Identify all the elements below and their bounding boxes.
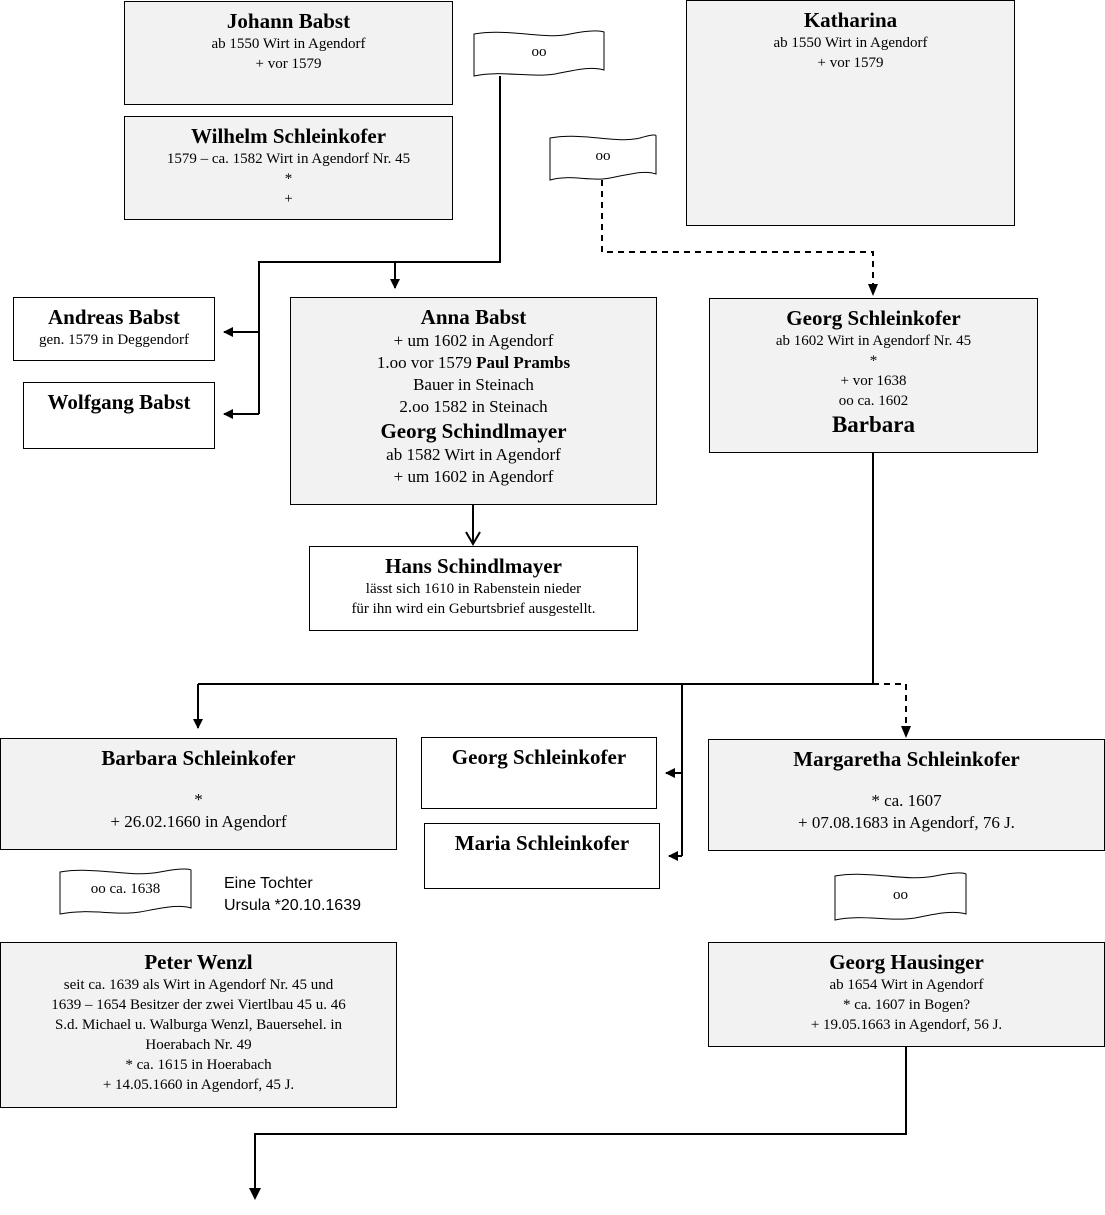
person-detail: + 19.05.1663 in Agendorf, 56 J. (810, 1017, 1003, 1033)
person-detail: * ca. 1607 (871, 791, 942, 810)
person-detail: * ca. 1615 in Hoerabach (125, 1057, 272, 1073)
person-name: Maria Schleinkofer (454, 831, 630, 855)
person-detail: + um 1602 in Agendorf (393, 467, 554, 486)
person-detail: ab 1602 Wirt in Agendorf Nr. 45 (775, 333, 972, 349)
daughter-note (224, 873, 361, 917)
person-detail: * ca. 1607 in Bogen? (842, 997, 971, 1013)
marriage-label-3: oo ca. 1638 (90, 881, 161, 897)
person-name: Andreas Babst (47, 305, 181, 329)
person-detail: gen. 1579 in Deggendorf (39, 332, 189, 348)
person-name: Katharina (803, 8, 898, 32)
person-peter-wenzl (0, 942, 397, 1108)
person-detail: * (869, 353, 878, 369)
person-detail: + um 1602 in Agendorf (393, 331, 554, 350)
person-detail: + 07.08.1683 in Agendorf, 76 J. (798, 813, 1015, 832)
person-katharina (686, 0, 1015, 226)
anna-to-hans-connector (466, 504, 480, 544)
person-detail: ab 1582 Wirt in Agendorf (386, 445, 561, 464)
person-detail: + 14.05.1660 in Agendorf, 45 J. (102, 1077, 295, 1093)
person-georg-schleinkofer-child (421, 737, 657, 809)
person-detail: + 26.02.1660 in Agendorf (110, 812, 287, 831)
person-name: Georg Hausinger (829, 950, 984, 974)
person-maria-schleinkofer (424, 823, 660, 889)
marriage-label-2: oo (595, 148, 611, 164)
person-name: Wilhelm Schleinkofer (190, 124, 387, 148)
note-line: Ursula *20.10.1639 (224, 897, 361, 914)
person-detail: lässt sich 1610 in Rabenstein nieder (365, 581, 582, 597)
spouse-name: Georg Schindlmayer (380, 419, 567, 443)
person-name: Wolfgang Babst (47, 390, 191, 414)
person-barbara-schleinkofer (0, 738, 397, 850)
note-line: Eine Tochter (224, 875, 313, 892)
person-georg-hausinger (708, 942, 1105, 1047)
person-detail: Hoerabach Nr. 49 (145, 1037, 252, 1053)
person-detail: seit ca. 1639 als Wirt in Agendorf Nr. 45 und (63, 977, 334, 993)
person-detail: + vor 1638 (840, 373, 907, 389)
person-name: Hans Schindlmayer (385, 554, 562, 578)
person-detail (291, 352, 656, 374)
person-detail: für ihn wird ein Geburtsbrief ausgestellt. (351, 601, 596, 617)
person-name: Barbara Schleinkofer (101, 746, 296, 770)
person-name: Georg Schleinkofer (786, 306, 961, 330)
person-detail: * (284, 171, 293, 187)
person-wilhelm-schleinkofer (124, 116, 453, 220)
person-detail: * (194, 790, 203, 809)
spouse-name: Barbara (831, 412, 916, 437)
person-detail: ab 1654 Wirt in Agendorf (829, 977, 984, 993)
person-detail: 1579 – ca. 1582 Wirt in Agendorf Nr. 45 (166, 151, 411, 167)
marriage-prefix: 1.oo vor 1579 (376, 353, 477, 372)
person-johann-babst (124, 1, 453, 105)
person-detail: + vor 1579 (817, 55, 884, 71)
person-detail: 1639 – 1654 Besitzer der zwei Viertlbau 45 u. 46 (51, 997, 346, 1013)
margaretha-dashed-connector (873, 684, 906, 726)
person-detail: + vor 1579 (255, 56, 322, 72)
person-hans-schindlmayer (309, 546, 638, 631)
person-detail: 2.oo 1582 in Steinach (399, 397, 548, 416)
person-detail: + (284, 191, 293, 207)
person-georg-schleinkofer-1602 (709, 298, 1038, 453)
marriage-label-1: oo (531, 44, 547, 60)
person-name: Margaretha Schleinkofer (793, 747, 1020, 771)
person-wolfgang-babst (23, 382, 215, 449)
person-name: Anna Babst (420, 305, 527, 329)
person-anna-babst (290, 297, 657, 505)
person-detail: ab 1550 Wirt in Agendorf (211, 36, 366, 52)
person-detail: ab 1550 Wirt in Agendorf (773, 35, 928, 51)
person-detail: oo ca. 1602 (838, 393, 909, 409)
person-detail: Bauer in Steinach (413, 375, 534, 394)
first-spouse-name: Paul Prambs (476, 353, 571, 372)
person-name: Johann Babst (226, 9, 351, 33)
person-name: Georg Schleinkofer (451, 745, 627, 769)
person-andreas-babst (13, 297, 215, 361)
marriage-label-4: oo (893, 887, 908, 903)
person-margaretha-schleinkofer (708, 739, 1105, 851)
person-detail: S.d. Michael u. Walburga Wenzl, Bauersehel. in (54, 1017, 343, 1033)
person-name: Peter Wenzl (144, 950, 253, 974)
